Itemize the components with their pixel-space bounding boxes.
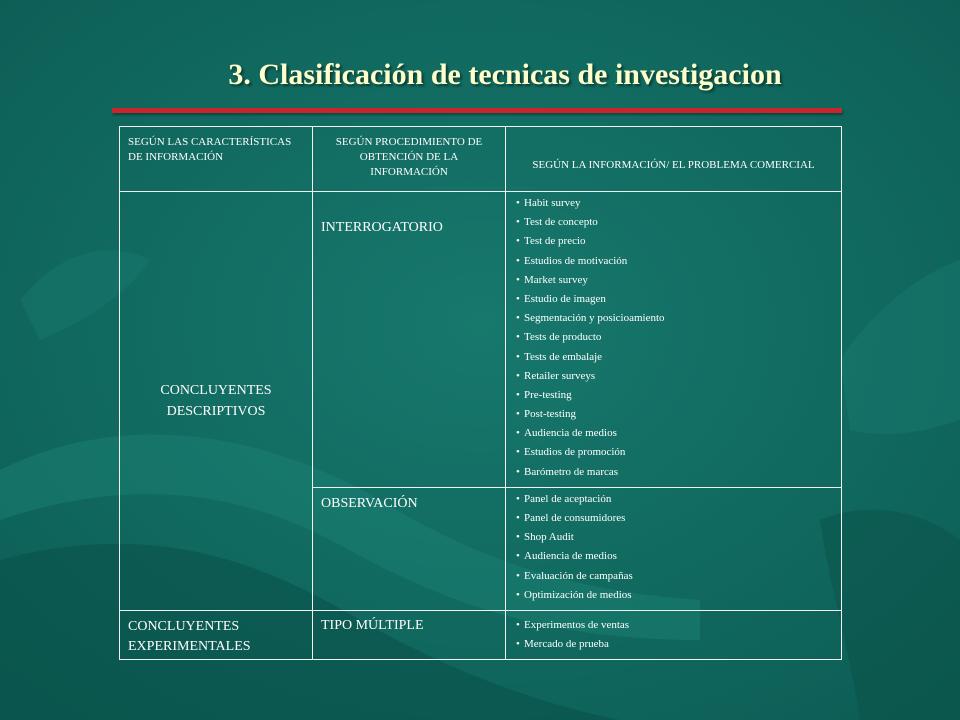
list-item: • Estudios de promoción [516,444,841,463]
classification-table [119,126,842,660]
list-item: • Habit survey [516,195,841,214]
list-item: • Experimentos de ventas [516,617,841,636]
list-item: • Shop Audit [516,529,841,548]
list-item: • Tests de producto [516,329,841,348]
header-caracteristicas: SEGÚN LAS CARACTERÍSTICAS DE INFORMACIÓN [120,127,313,192]
techniques-tipo-multiple [506,610,842,659]
list-item: • Test de precio [516,233,841,252]
slide-title: 3. Clasificación de tecnicas de investigacion [228,58,782,91]
category-descriptivos [120,192,313,611]
list-item: • Panel de aceptación [516,491,841,510]
technique-list [506,192,841,487]
table-row [120,192,842,488]
list-item: • Audiencia de medios [516,548,841,567]
technique-list [506,488,841,610]
list-item: • Retailer surveys [516,368,841,387]
techniques-observacion [506,487,842,610]
title-underline [112,108,842,113]
list-item: • Mercado de prueba [516,636,841,655]
procedure-interrogatorio: INTERROGATORIO [313,192,506,488]
table-row [120,610,842,659]
list-item: • Market survey [516,272,841,291]
category-experimentales: CONCLUYENTES EXPERIMENTALES [120,610,313,659]
techniques-interrogatorio [506,192,842,488]
list-item: • Barómetro de marcas [516,464,841,483]
list-item: • Segmentación y posicioamiento [516,310,841,329]
procedure-observacion: OBSERVACIÓN [313,487,506,610]
list-item: • Pre-testing [516,387,841,406]
list-item: • Post-testing [516,406,841,425]
list-item: • Estudios de motivación [516,253,841,272]
category-descriptivos-line1: CONCLUYENTES [160,382,272,398]
category-descriptivos-line2: DESCRIPTIVOS [166,403,266,419]
list-item: • Audiencia de medios [516,425,841,444]
list-item: • Test de concepto [516,214,841,233]
list-item: • Evaluación de campañas [516,568,841,587]
list-item: • Tests de embalaje [516,349,841,368]
header-procedimiento: SEGÚN PROCEDIMIENTO DE OBTENCIÓN DE LA INFORMACIÓN [313,127,506,192]
table-header-row [120,127,842,192]
list-item: • Panel de consumidores [516,510,841,529]
header-problema-comercial: SEGÚN LA INFORMACIÓN/ EL PROBLEMA COMERCIAL [506,127,842,192]
procedure-tipo-multiple: TIPO MÚLTIPLE [313,610,506,659]
list-item: • Estudio de imagen [516,291,841,310]
technique-list [506,611,841,659]
list-item: • Optimización de medios [516,587,841,606]
